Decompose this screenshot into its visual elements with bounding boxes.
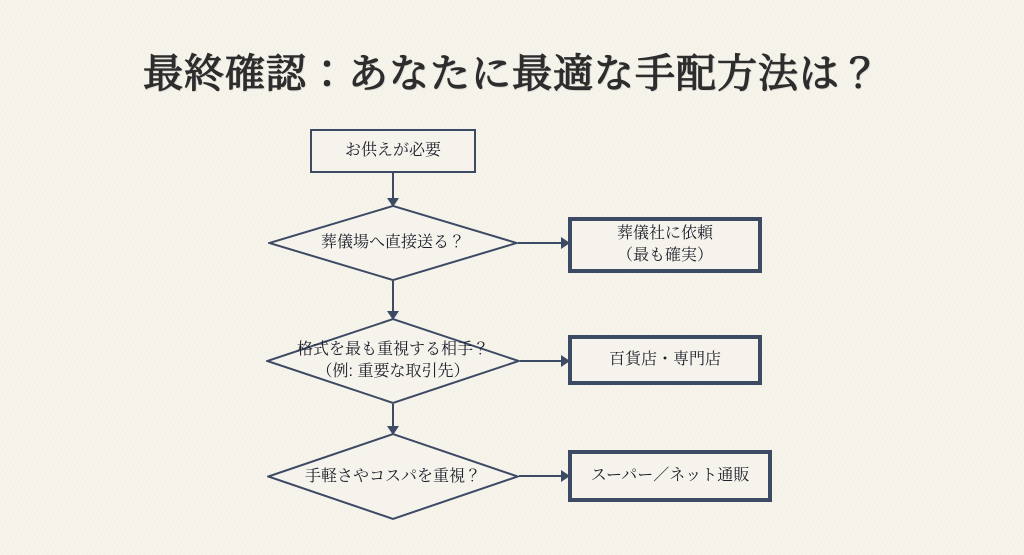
arrow-down-icon <box>392 281 394 312</box>
result-node-1 <box>568 217 762 273</box>
arrow-right-icon <box>520 360 562 362</box>
decision-node-2 <box>266 318 520 404</box>
decision-1-question: 葬儀場へ直接送る？ <box>320 234 465 252</box>
result-3-line1: スーパー／ネット通販 <box>590 467 750 485</box>
decision-node-3 <box>267 433 519 520</box>
arrow-down-icon <box>392 173 394 199</box>
result-1-line2: （最も確実） <box>616 247 713 264</box>
result-node-3 <box>568 450 772 502</box>
decision-2-question-line2: （例: 重要な取引先） <box>316 363 470 380</box>
decision-2-question: 格式を最も重視する相手？ <box>296 341 489 359</box>
result-1-line1: 葬儀社に依頼 <box>616 225 713 243</box>
result-2-line1: 百貨店・専門店 <box>608 351 721 369</box>
decision-node-1 <box>268 205 518 281</box>
arrow-right-icon <box>518 242 562 244</box>
start-node-label: お供えが必要 <box>344 142 441 160</box>
page-title: 最終確認：あなたに最適な手配方法は？ <box>143 51 881 96</box>
decision-3-question: 手軽さやコスパを重視？ <box>304 467 481 485</box>
arrow-right-icon <box>519 475 562 477</box>
start-node <box>310 129 476 173</box>
result-node-2 <box>568 335 762 385</box>
arrow-down-icon <box>392 404 394 427</box>
